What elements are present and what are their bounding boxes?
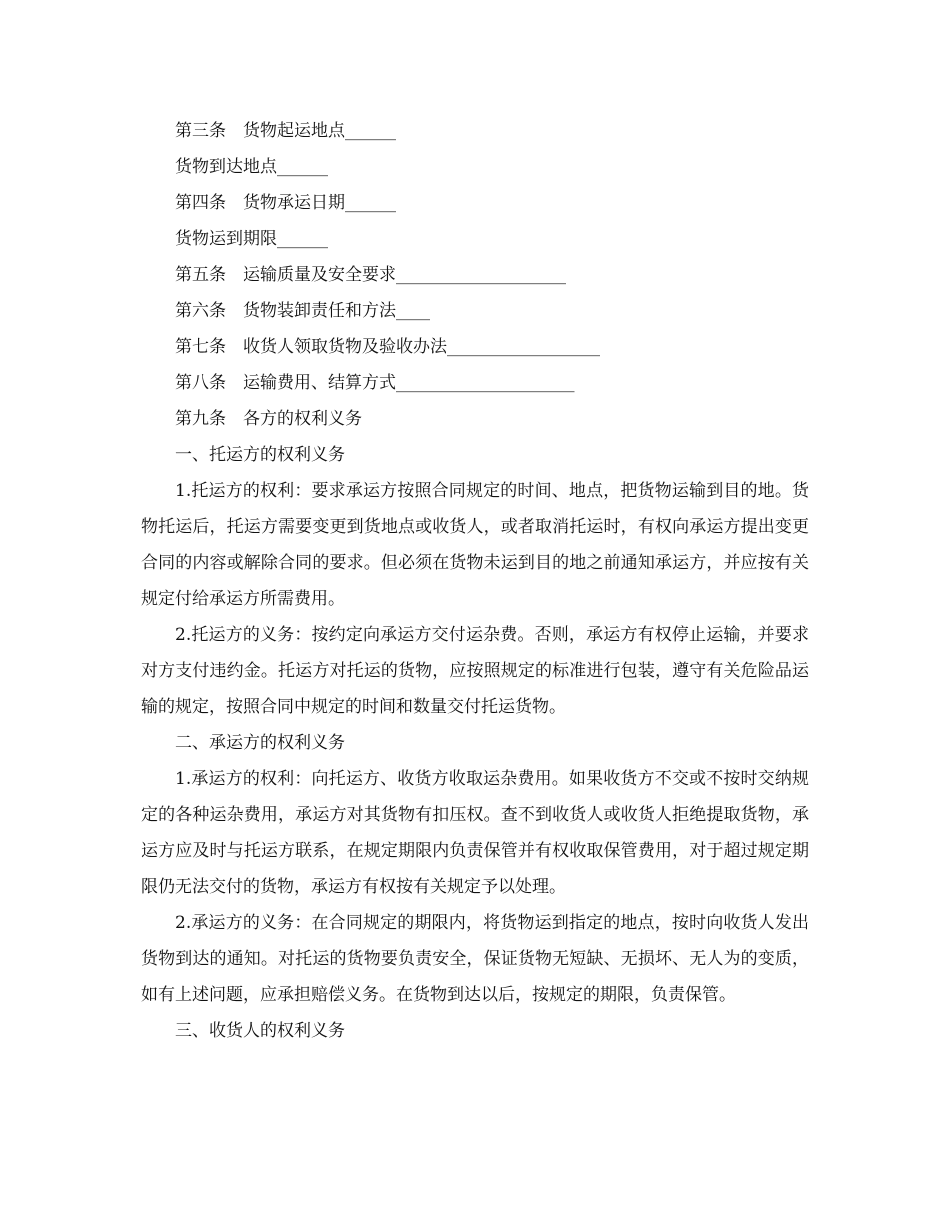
clause-8: 第八条 运输费用、结算方式_____________________ [175, 373, 575, 393]
shipper-obligations: 2.托运方的义务：按约定向承运方交付运杂费。否则，承运方有权停止运输，并要求对方支付违约金。托运方对托运的货物，应按照规定的标准进行包装，遵守有关危险品运输的规定，按照合同中规定的时间和数量交付托运货物。 [141, 625, 809, 717]
carrier-rights: 1.承运方的权利：向托运方、收货方收取运杂费用。如果收货方不交或不按时交纳规定的各种运杂费用，承运方对其货物有扣压权。查不到收货人或收货人拒绝提取货物，承运方应及时与托运方联系，在规定期限内负责保管并有权收取保管费用，对于超过规定期限仍无法交付的货物，承运方有权按有关规定予以处理。 [141, 769, 809, 897]
section-1-heading: 一、托运方的权利义务 [175, 445, 345, 465]
clause-5: 第五条 运输质量及安全要求____________________ [175, 265, 566, 285]
clause-4-date: 第四条 货物承运日期______ [175, 193, 396, 213]
carrier-obligations: 2.承运方的义务：在合同规定的期限内，将货物运到指定的地点，按时向收货人发出货物到达的通知。对托运的货物要负责安全，保证货物无短缺、无损坏、无人为的变质，如有上述问题，应承担赔偿义务。在货物到达以后，按规定的期限，负责保管。 [141, 913, 809, 1005]
document-body [141, 113, 809, 1049]
clause-4-deadline: 货物运到期限______ [175, 229, 328, 249]
clause-6: 第六条 货物装卸责任和方法____ [175, 301, 430, 321]
clause-9-heading: 第九条 各方的权利义务 [175, 409, 362, 429]
section-3-heading: 三、收货人的权利义务 [175, 1021, 345, 1041]
clause-7: 第七条 收货人领取货物及验收办法__________________ [175, 337, 600, 357]
shipper-rights: 1.托运方的权利：要求承运方按照合同规定的时间、地点，把货物运输到目的地。货物托运后，托运方需要变更到货地点或收货人，或者取消托运时，有权向承运方提出变更合同的内容或解除合同的要求。但必须在货物未运到目的地之前通知承运方，并应按有关规定付给承运方所需费用。 [141, 481, 809, 609]
section-2-heading: 二、承运方的权利义务 [175, 733, 345, 753]
clause-3-origin: 第三条 货物起运地点______ [175, 121, 396, 141]
clause-3-destination: 货物到达地点______ [175, 157, 328, 177]
